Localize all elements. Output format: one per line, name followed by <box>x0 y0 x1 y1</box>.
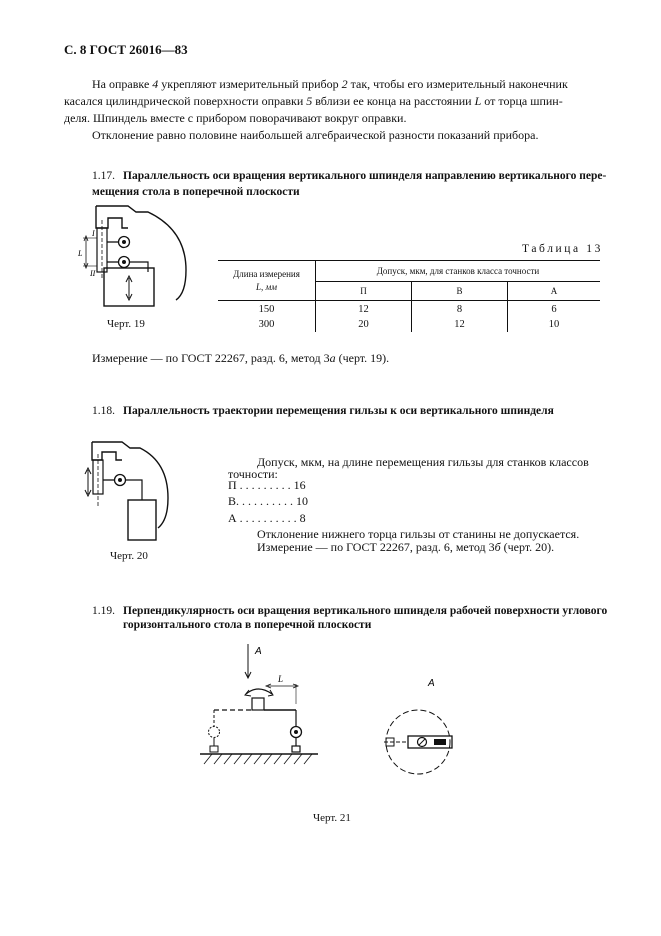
fig-label-L: L <box>278 674 284 684</box>
tolerance-row <box>228 510 306 527</box>
section-title: Параллельность траектории перемещения гильзы к оси вертикального шпинделя <box>123 405 554 417</box>
measurement-tail: (черт. 19). <box>335 351 390 365</box>
intro-text: На оправке <box>92 77 153 91</box>
fig-label-L: L <box>78 249 83 258</box>
table-header-length-unit: L, мм <box>256 281 277 292</box>
table-cell: 20 <box>316 317 412 332</box>
intro-paragraph-line4: Отклонение равно половине наибольшей алгебраической разности показаний прибора. <box>92 128 539 142</box>
table-cell: 12 <box>316 301 412 318</box>
tolerance-row <box>228 477 306 494</box>
measurement-method: а <box>329 351 336 365</box>
table-header-class: П <box>316 282 412 301</box>
figure-19-drawing <box>78 198 198 313</box>
table-cell: 10 <box>548 318 560 330</box>
tolerance-dots: . . . . . . . . . . <box>236 494 297 508</box>
measurement-method: б <box>494 540 501 554</box>
tolerance-class: А <box>228 511 237 525</box>
figure-21-view-A <box>378 672 468 772</box>
table-cell-length: 300 <box>218 317 316 332</box>
tolerance-value: 10 <box>296 494 309 508</box>
measurement-tail: (черт. 20). <box>500 540 555 554</box>
section-number: 1.17. <box>92 170 115 182</box>
intro-text: укрепляют измерительный прибор <box>158 77 342 91</box>
ref-number: 2 <box>341 77 348 91</box>
intro-paragraph-line2 <box>64 93 600 110</box>
intro-text: вблизи ее конца на расстоянии <box>312 94 475 108</box>
ref-letter: L <box>474 94 482 108</box>
section-title-cont: мещения стола в поперечной плоскости <box>92 186 300 198</box>
tolerance-class: П <box>228 478 237 492</box>
intro-paragraph <box>64 76 600 93</box>
section-number: 1.19. <box>92 605 115 617</box>
intro-paragraph-line3: деля. Шпиндель вместе с прибором поворачивают вокруг оправки. <box>64 111 407 125</box>
figure-21-drawing-main <box>200 640 340 770</box>
tolerance-text-cont: точности: <box>228 467 278 481</box>
table-cell: 6 <box>551 303 557 315</box>
table-header-tolerance: Допуск, мкм, для станков класса точности <box>316 261 601 282</box>
fig-label-I: I <box>92 229 95 238</box>
tolerance-dots: . . . . . . . . . . <box>236 511 300 525</box>
table-13 <box>218 260 600 332</box>
tolerance-dots: . . . . . . . . . <box>236 478 294 492</box>
table-cell: 12 <box>411 317 507 332</box>
table-header-class: В <box>411 282 507 301</box>
deviation-note: Отклонение нижнего торца гильзы от станины не допускается. <box>257 527 580 541</box>
figure-20-caption: Черт. 20 <box>110 550 148 562</box>
tolerance-row <box>228 493 308 510</box>
intro-text: от торца шпин- <box>481 94 563 108</box>
table-cell: 8 <box>411 301 507 318</box>
table-row <box>218 301 600 318</box>
section-title: Перпендикулярность оси вращения вертикального шпинделя рабочей поверхности углового <box>123 605 608 617</box>
fig-label-A: А <box>255 646 262 657</box>
tolerance-class: В <box>228 494 237 508</box>
intro-text: касался цилиндрической поверхности оправки <box>64 94 307 108</box>
figure-19-caption: Черт. 19 <box>107 318 145 330</box>
tolerance-text: Допуск, мкм, на длине перемещения гильзы для станков классов <box>257 455 589 469</box>
section-title-cont: горизонтального стола в поперечной плоскости <box>123 619 372 631</box>
fig-label-II: II <box>90 269 96 278</box>
table-caption: Таблица 13 <box>522 243 603 255</box>
fig-label-view-A: А <box>428 678 435 689</box>
tolerance-value: 16 <box>293 478 306 492</box>
measurement-text: Измерение — по ГОСТ 22267, разд. 6, метод 3 <box>92 351 330 365</box>
measurement-note <box>92 350 389 367</box>
table-row <box>218 317 600 332</box>
measurement-text: Измерение — по ГОСТ 22267, разд. 6, метод 3 <box>257 540 495 554</box>
section-title: Параллельность оси вращения вертикального шпинделя направлению вертикального пере- <box>123 170 607 182</box>
ref-number: 4 <box>152 77 159 91</box>
intro-text: так, чтобы его измерительный наконечник <box>347 77 568 91</box>
table-header-class: А <box>507 282 600 301</box>
section-number: 1.18. <box>92 405 115 417</box>
table-header-length <box>218 261 316 301</box>
tolerance-value: 8 <box>299 511 306 525</box>
ref-number: 5 <box>306 94 313 108</box>
table-cell-length: 150 <box>218 301 316 318</box>
page-header: С. 8 ГОСТ 26016—83 <box>64 42 188 57</box>
measurement-note <box>257 539 554 556</box>
figure-21-caption: Черт. 21 <box>313 812 351 824</box>
figure-20-drawing <box>78 436 178 546</box>
table-header-length-label: Длина измерения <box>233 268 300 279</box>
